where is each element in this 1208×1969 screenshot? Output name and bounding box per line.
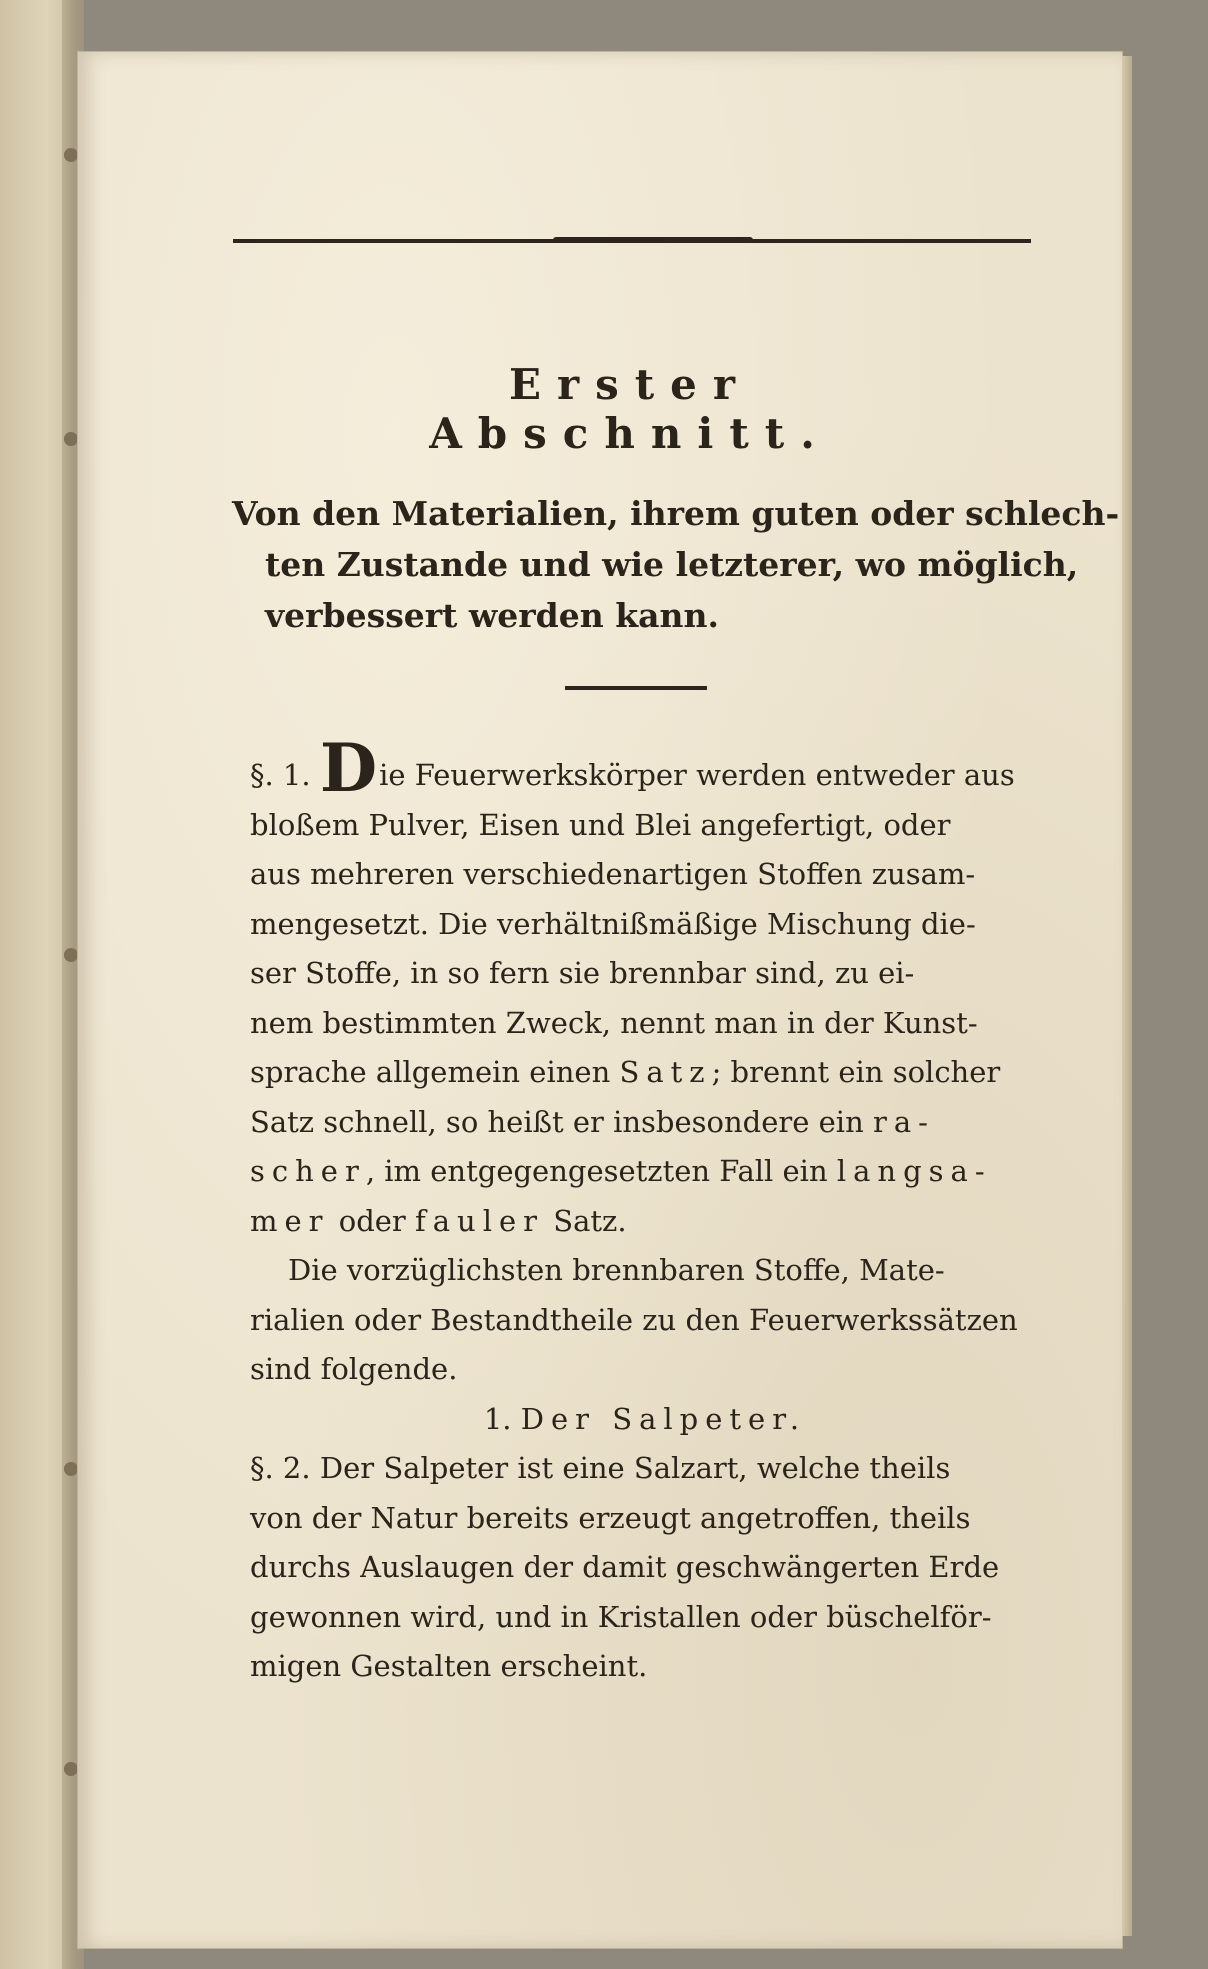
binding-stitch [64, 948, 78, 962]
text-run: oder [329, 1203, 416, 1238]
paragraph-line [250, 1197, 1040, 1247]
paragraph-line [250, 1048, 1040, 1098]
paragraph-line: rialien oder Bestandtheile zu den Feuerwerkssätzen [250, 1302, 1018, 1337]
spaced-term: scher [250, 1154, 366, 1188]
subtitle-line: verbessert werden kann. [265, 596, 719, 635]
spaced-term: fauler [415, 1203, 545, 1238]
subheading [250, 1395, 1040, 1445]
spaced-term: mer [250, 1203, 330, 1238]
top-rule [233, 239, 1031, 243]
paragraph-line: gewonnen wird, und in Kristallen oder büschelför- [250, 1599, 992, 1634]
text-run: ie Feuerwerkskörper werden entweder aus [379, 758, 1015, 792]
spaced-term: ra- [872, 1104, 935, 1139]
binding-stitch [64, 148, 78, 162]
divider-rule [565, 686, 707, 690]
subtitle-line: ten Zustande und wie letzterer, wo möglich, [265, 545, 1079, 584]
spaced-term: langsa- [836, 1154, 992, 1188]
paragraph-line: migen Gestalten erscheint. [250, 1649, 648, 1683]
section-subtitle [232, 488, 1120, 641]
text-run: Satz schnell, so heißt er insbesondere ein [250, 1104, 873, 1139]
paragraph-line: sind folgende. [250, 1352, 458, 1386]
paragraph-line: aus mehreren verschiedenartigen Stoffen zusam- [250, 857, 976, 891]
binding-stitch [64, 432, 78, 446]
text-run: ; brennt ein solcher [711, 1055, 1001, 1089]
paragraph-line: von der Natur bereits erzeugt angetroffen, theils [250, 1500, 971, 1535]
paragraph-line [250, 1147, 1040, 1197]
paragraph-line: Die vorzüglichsten brennbaren Stoffe, Mate- [288, 1253, 945, 1287]
text-run: , im entgegengesetzten Fall ein [365, 1154, 837, 1188]
paragraph-line: nem bestimmten Zweck, nennt man in der Kunst- [250, 1005, 978, 1040]
paragraph-line: mengesetzt. Die verhältnißmäßige Mischung die- [250, 906, 976, 941]
subheading-number: 1. [483, 1401, 521, 1436]
page-stack-edge [1122, 56, 1132, 1936]
drop-cap: D [319, 729, 378, 807]
section-heading: Erster Abschnitt. [429, 360, 831, 458]
body-text [250, 729, 1040, 1692]
text-run: sprache allgemein einen [250, 1055, 620, 1089]
paragraph-line: bloßem Pulver, Eisen und Blei angefertigt, oder [250, 807, 951, 842]
subtitle-line: Von den Materialien, ihrem guten oder schlech- [232, 494, 1120, 533]
binding-stitch [64, 1462, 78, 1476]
spaced-term: Satz [619, 1055, 712, 1089]
text-run: Satz. [544, 1203, 627, 1238]
paragraph-line [250, 1098, 1040, 1148]
section-mark: §. 1. [250, 758, 311, 792]
paragraph-line: durchs Auslaugen der damit geschwängerten Erde [250, 1550, 1000, 1584]
paragraph-line [250, 729, 1040, 807]
binding-stitch [64, 1762, 78, 1776]
subheading-title: Der Salpeter. [520, 1401, 807, 1436]
paragraph-line: §. 2. Der Salpeter ist eine Salzart, welche theils [250, 1451, 951, 1485]
paragraph-line: ser Stoffe, in so fern sie brennbar sind, zu ei- [250, 956, 915, 990]
